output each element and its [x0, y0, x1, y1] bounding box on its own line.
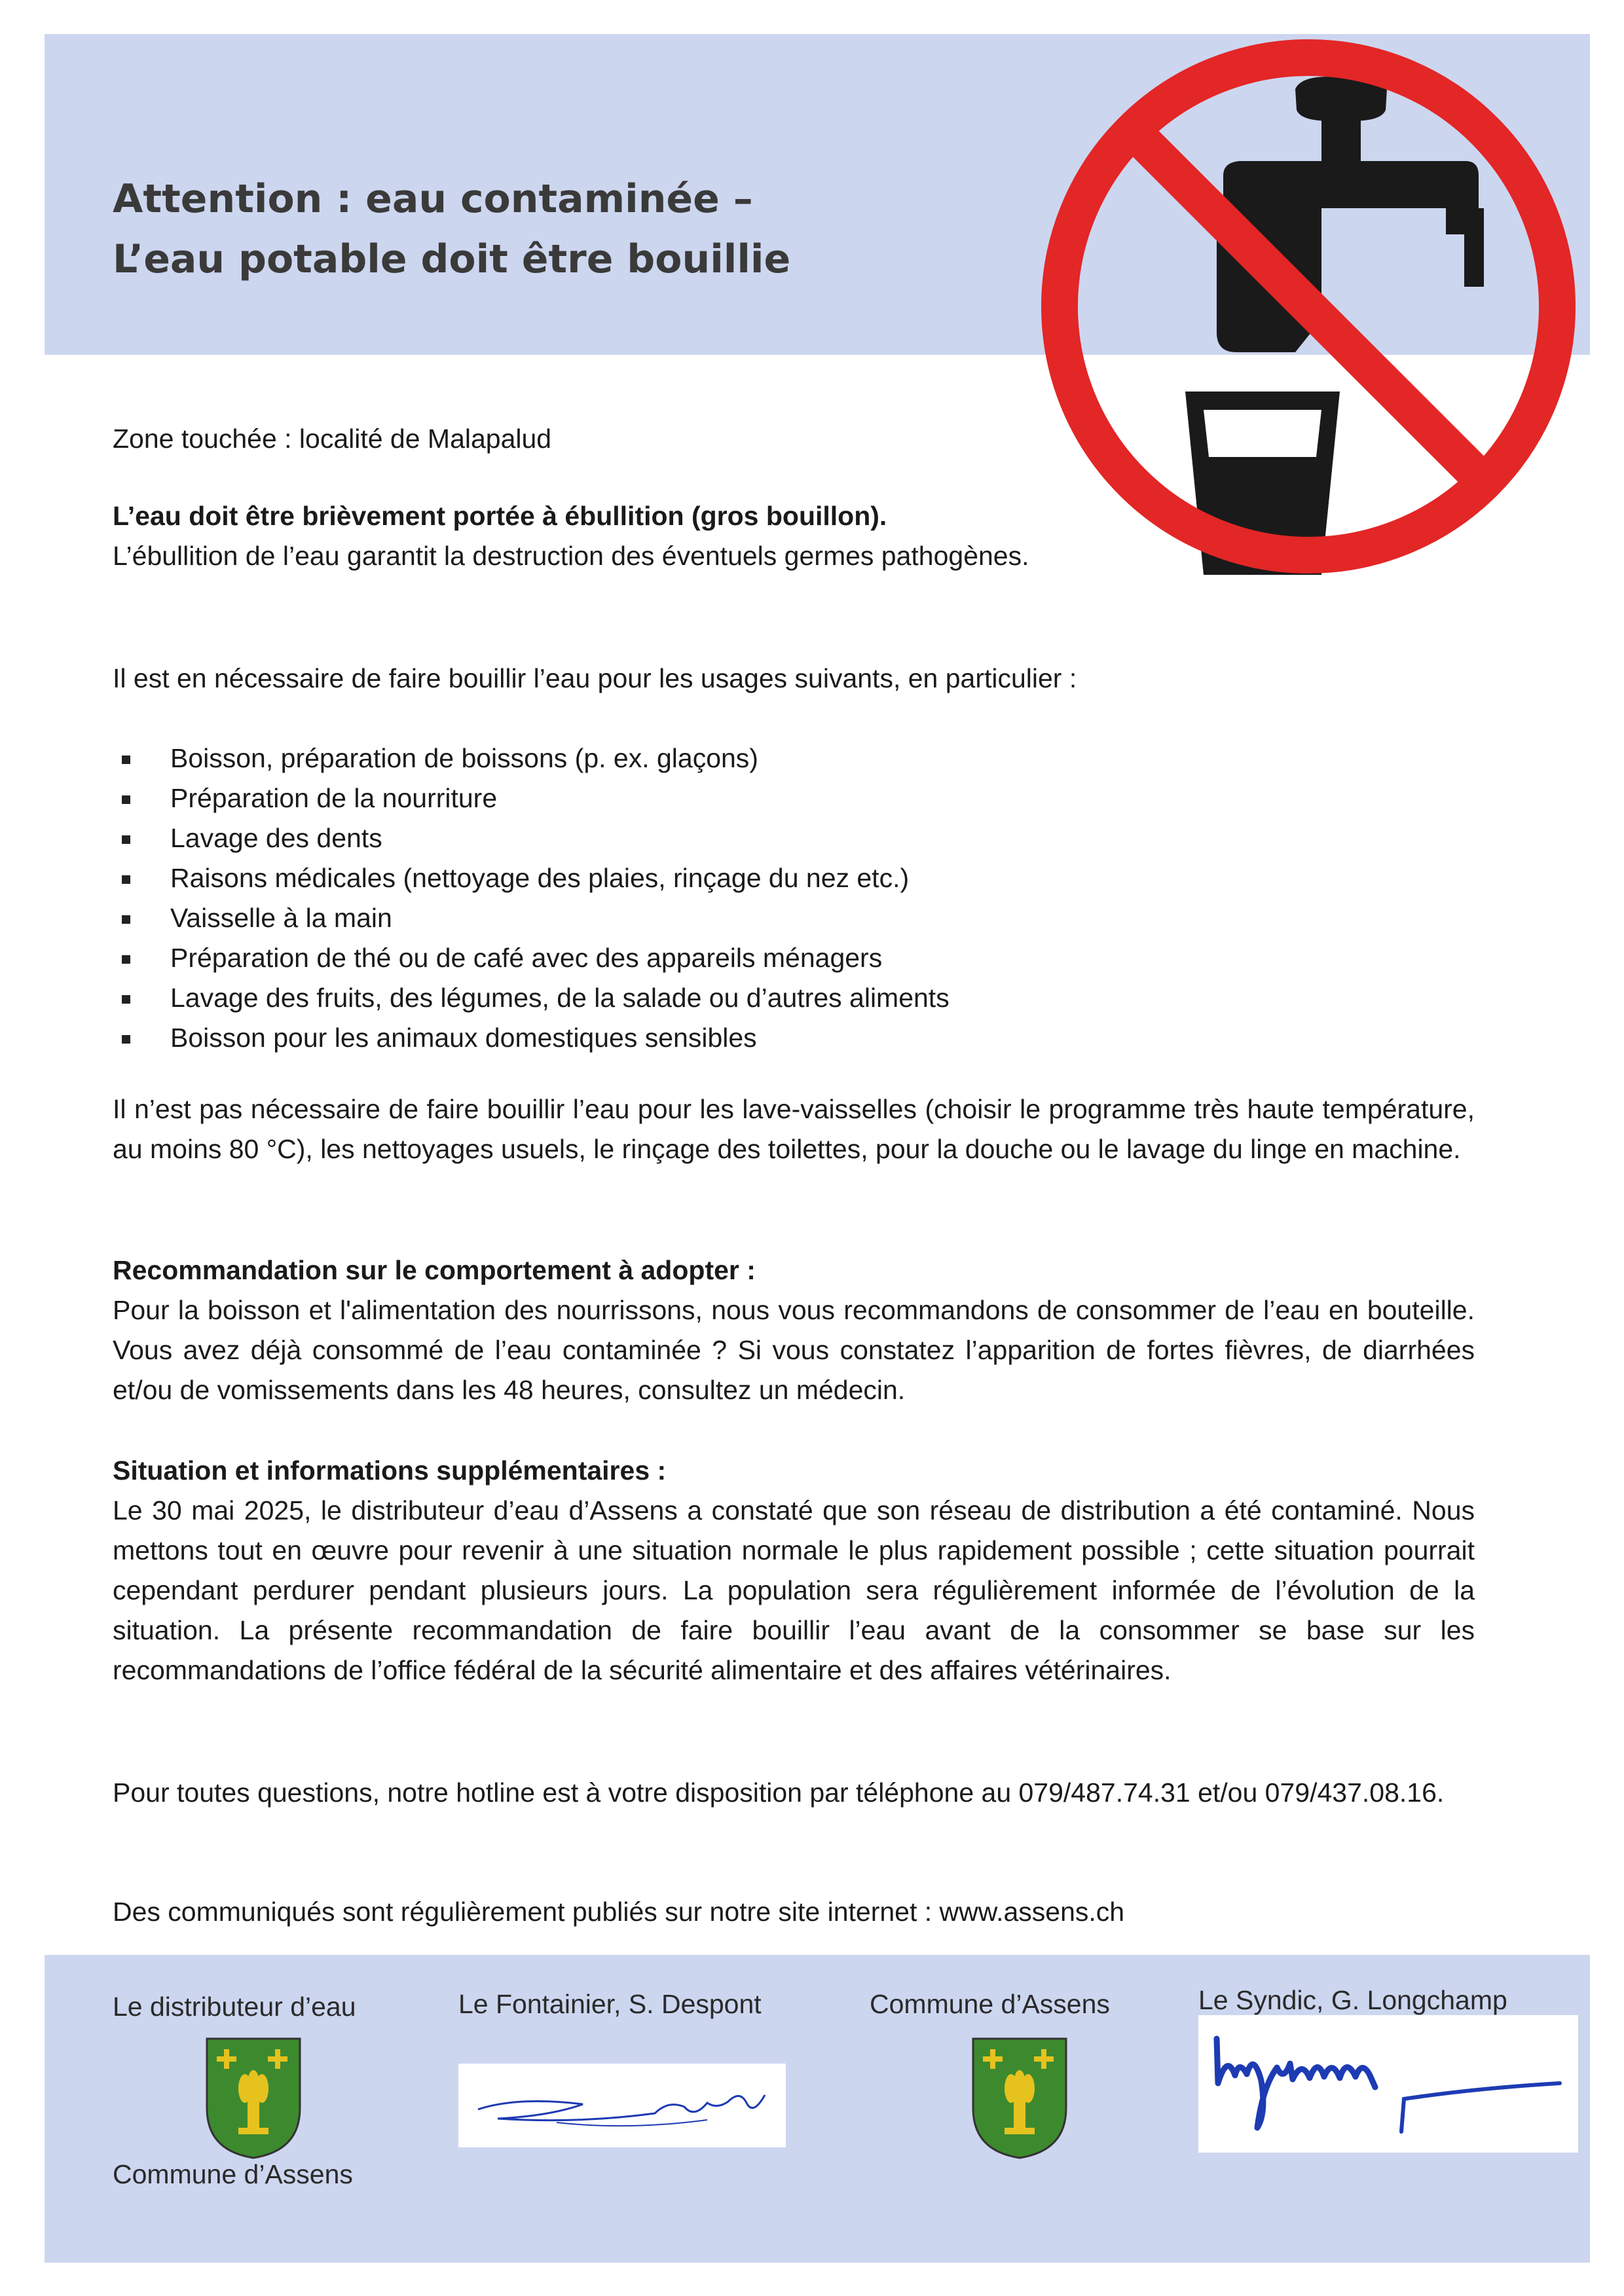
- situation-text: Le 30 mai 2025, le distributeur d’eau d’Assens a constaté que son réseau de distribution a été contaminé. Nous mettons tout en œuvre pour revenir à une situation normale le plus rapidement possible ; cette situation pourrait cependant perdurer pendant plusieurs jours. La population sera régulièrement informée de l’évolution de la situation. La présente recommandation de faire bouillir l’eau avant de la consommer se base sur les recommandations de l’office fédéral de la sécurité alimentaire et des affaires vétérinaires.: [113, 1495, 1475, 1685]
- title-line-2: L’eau potable doit être bouillie: [113, 236, 791, 282]
- affected-zone: Zone touchée : localité de Malapalud: [113, 424, 552, 454]
- bullet-icon: [122, 915, 130, 924]
- assens-crest-icon: [970, 2036, 1069, 2160]
- no-drinking-water-icon: [1014, 12, 1603, 601]
- recommendation-heading: Recommandation sur le comportement à adopter :: [113, 1255, 756, 1285]
- bullet-icon: [122, 875, 130, 884]
- bullet-icon: [122, 1035, 130, 1044]
- syndic-signature-area: [1198, 2015, 1578, 2153]
- list-item: Vaisselle à la main: [113, 898, 950, 938]
- bullet-icon: [122, 995, 130, 1004]
- list-item: Préparation de thé ou de café avec des appareils ménagers: [113, 938, 950, 978]
- bullet-icon: [122, 835, 130, 844]
- distributor-commune-label: Commune d’Assens: [113, 2159, 353, 2189]
- uses-intro: Il est en nécessaire de faire bouillir l’eau pour les usages suivants, en particulier :: [113, 663, 1077, 693]
- commune-label: Commune d’Assens: [870, 1989, 1110, 2019]
- syndic-label: Le Syndic, G. Longchamp: [1198, 1985, 1507, 2015]
- title-line-1: Attention : eau contaminée –: [113, 176, 753, 222]
- fontainier-label: Le Fontainier, S. Despont: [458, 1989, 762, 2019]
- syndic-signature-icon: [1198, 2015, 1578, 2153]
- boil-text: L’ébullition de l’eau garantit la destruction des éventuels germes pathogènes.: [113, 541, 1029, 571]
- bullet-icon: [122, 756, 130, 764]
- hotline-text: Pour toutes questions, notre hotline est à votre disposition par téléphone au 079/487.74.31 et/ou 079/437.08.16.: [113, 1777, 1445, 1808]
- page-title: [113, 169, 790, 289]
- list-item: Boisson pour les animaux domestiques sensibles: [113, 1018, 950, 1058]
- not-needed-text: Il n’est pas nécessaire de faire bouillir l’eau pour les lave-vaisselles (choisir le programme très haute température, au moins 80 °C), les nettoyages usuels, le rinçage des toilettes, pour la douche ou le lavage du linge en machine.: [113, 1094, 1475, 1164]
- recommendation-text: Pour la boisson et l'alimentation des nourrissons, nous vous recommandons de consommer de l’eau en bouteille. Vous avez déjà consommé de l’eau contaminée ? Si vous constatez l’apparition de fortes fièvres, de diarrhées et/ou de vomissements dans les 48 heures, consultez un médecin.: [113, 1295, 1475, 1405]
- list-item: Préparation de la nourriture: [113, 778, 950, 818]
- list-item: Lavage des fruits, des légumes, de la salade ou d’autres aliments: [113, 978, 950, 1018]
- assens-crest-icon: [204, 2036, 303, 2160]
- boil-heading: L’eau doit être brièvement portée à ébullition (gros bouillon).: [113, 501, 887, 531]
- fontainier-signature-icon: [458, 2064, 786, 2147]
- bullet-icon: [122, 795, 130, 804]
- list-item: Boisson, préparation de boissons (p. ex. glaçons): [113, 738, 950, 778]
- list-item: Raisons médicales (nettoyage des plaies, rinçage du nez etc.): [113, 858, 950, 898]
- website-text: Des communiqués sont régulièrement publiés sur notre site internet : www.assens.ch: [113, 1897, 1125, 1927]
- bullet-icon: [122, 955, 130, 964]
- distributor-label: Le distributeur d’eau: [113, 1992, 356, 2022]
- list-item: Lavage des dents: [113, 818, 950, 858]
- fontainier-signature-area: [458, 2064, 786, 2147]
- uses-list: [113, 738, 950, 1058]
- situation-heading: Situation et informations supplémentaires :: [113, 1455, 667, 1485]
